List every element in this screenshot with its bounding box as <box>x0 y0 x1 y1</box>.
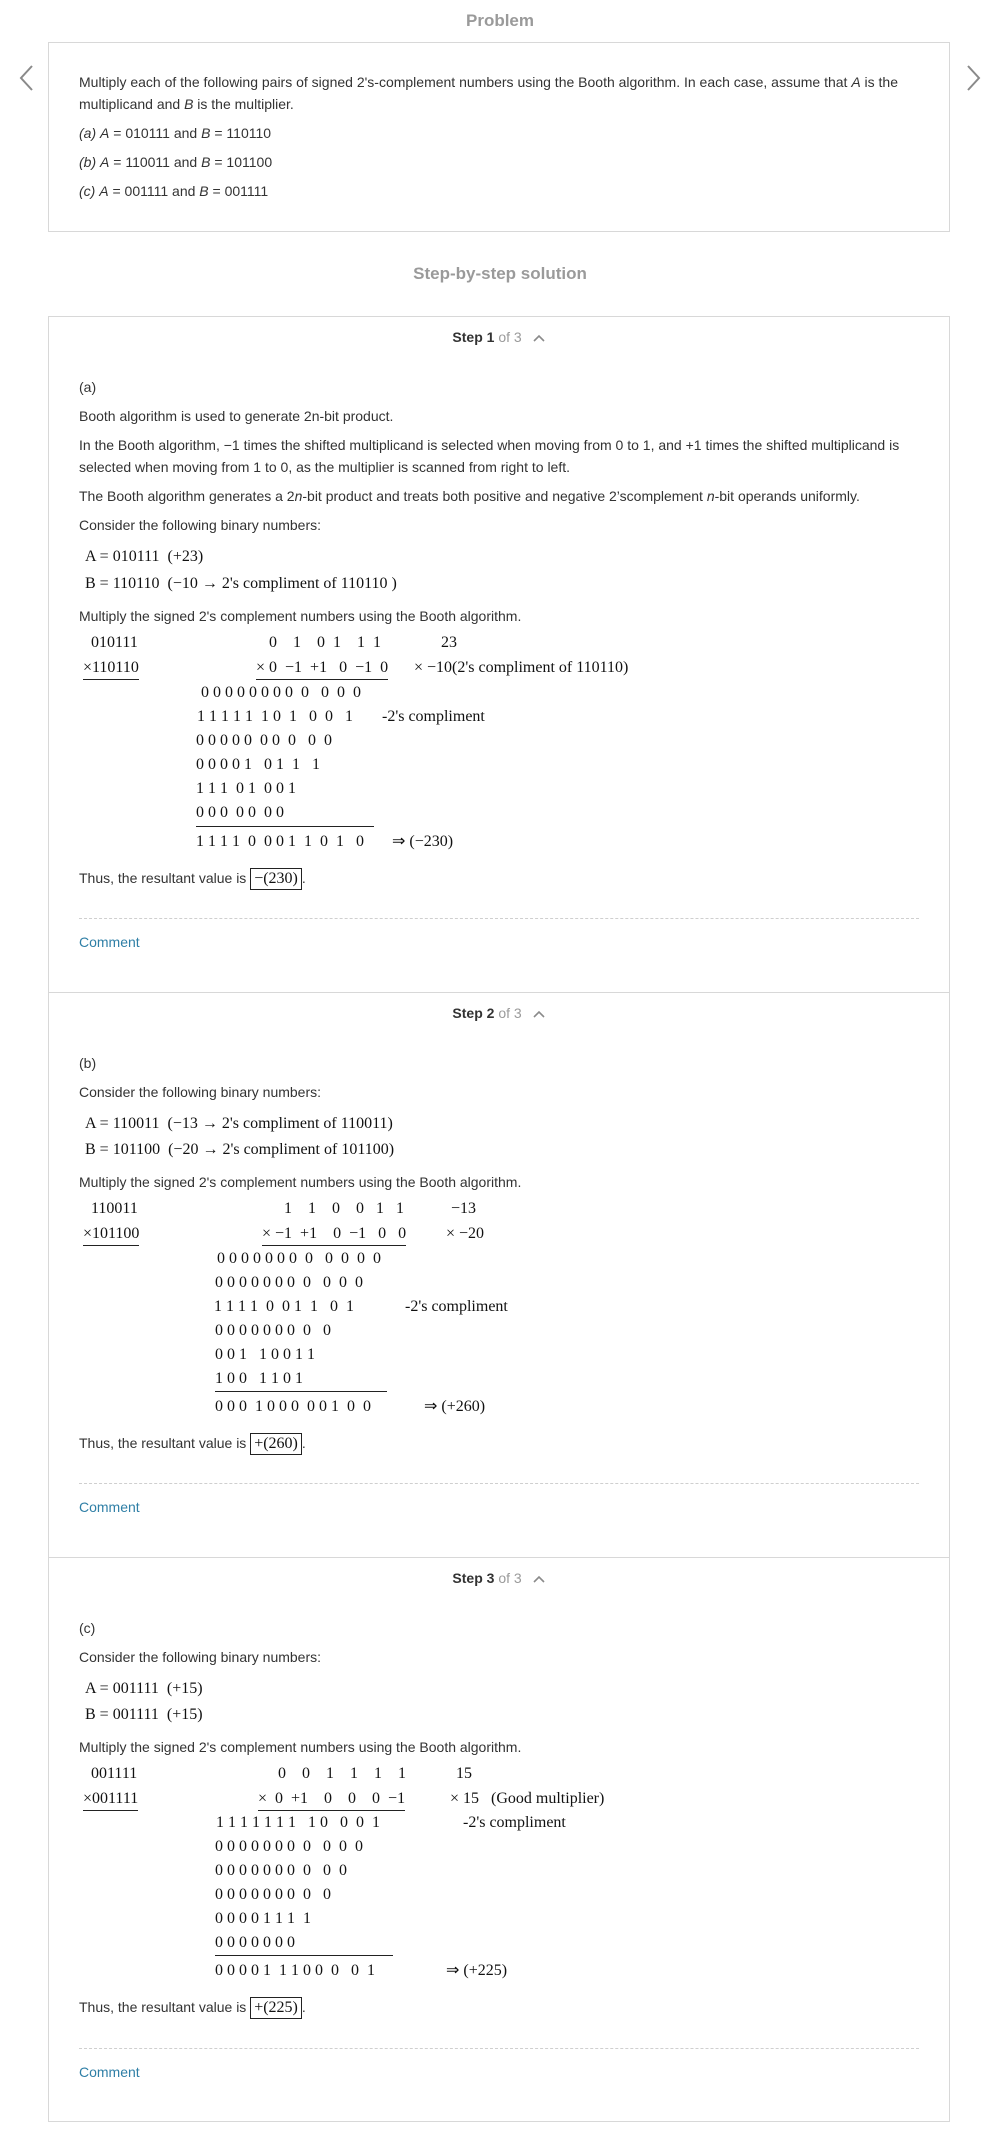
solution-card <box>48 316 950 2122</box>
problem-heading: Problem <box>465 11 535 30</box>
step-3-note: -2's compliment <box>463 1814 566 1831</box>
step-3-answer: +(225) <box>250 1997 302 2019</box>
step-2-header[interactable]: Step 2 of 3 <box>49 1005 949 1022</box>
step-3-recoded-multiplier: × 0 +1 0 0 0 −1 <box>258 1789 405 1811</box>
step-3-header[interactable]: Step 3 of 3 <box>49 1570 949 1587</box>
solution-heading: Step-by-step solution <box>413 264 587 283</box>
step-1-note: -2's compliment <box>382 708 485 725</box>
step-1-header[interactable]: Step 1 of 3 <box>49 329 949 346</box>
chevron-up-icon[interactable] <box>532 1006 546 1022</box>
step-3-result-decimal: ⇒ (+225) <box>446 1962 508 1979</box>
problem-part-a: (a) A = 010111 and B = 110110 <box>79 125 272 141</box>
chevron-up-icon[interactable] <box>532 330 546 346</box>
step-1-partial-row: 1 1 1 1 1 1 0 1 0 0 1 <box>197 708 353 725</box>
step-3-partial-row: 0 0 0 0 1 1 1 1 <box>215 1910 311 1927</box>
divider <box>79 2048 919 2049</box>
problem-statement-line1: Multiply each of the following pairs of signed 2's-complement numbers using the Booth algorithm. In each case, assume that A is the <box>79 74 899 90</box>
step-3-recoded-top: 0 0 1 1 1 1 <box>278 1765 406 1782</box>
step-3-paragraph-1: Consider the following binary numbers: <box>79 1649 322 1665</box>
step-1-partial-row: 0 0 0 0 0 0 0 <box>196 804 284 821</box>
step-3-decimal-multiplier: × 15 (Good multiplier) <box>450 1790 605 1807</box>
step-3-conclusion: Thus, the resultant value is +(225) . <box>79 1996 306 2019</box>
step-3-comment-link[interactable]: Comment <box>79 2064 140 2080</box>
step-1-result-binary: 1 1 1 1 0 0 0 1 1 0 1 0 <box>196 833 364 850</box>
step-2-note: -2's compliment <box>405 1298 508 1315</box>
step-1-recoded-multiplier: × 0 −1 +1 0 −1 0 <box>256 658 388 680</box>
step-3-partial-row: 0 0 0 0 0 0 0 <box>215 1934 295 1951</box>
step-2-result-binary: 0 0 0 1 0 0 0 0 0 1 0 0 <box>215 1398 371 1415</box>
step-2-sum-line <box>215 1391 387 1392</box>
problem-part-c: (c) A = 001111 and B = 001111 <box>79 183 269 199</box>
step-2-decimal-multiplier: × −20 <box>446 1225 485 1242</box>
divider <box>79 918 919 919</box>
step-1-equation-b: B = 110110 (−10 → 2's compliment of 110110 ) <box>85 575 397 592</box>
step-1-result-decimal: ⇒ (−230) <box>392 833 454 850</box>
step-3-partial-row: 0 0 0 0 0 0 0 0 0 <box>215 1886 331 1903</box>
divider <box>49 992 949 993</box>
step-2-partial-row: 0 0 0 0 0 0 0 0 0 0 0 0 <box>217 1250 381 1267</box>
step-1-partial-row: 0 0 0 0 0 0 0 0 0 0 0 0 <box>201 684 361 701</box>
previous-arrow-icon[interactable] <box>12 58 42 98</box>
problem-statement-line2: multiplicand and B is the multiplier. <box>79 96 294 112</box>
step-2-partial-row: 1 1 1 1 0 0 1 1 0 1 <box>214 1298 354 1315</box>
step-1-answer: −(230) <box>250 868 302 890</box>
step-1-decimal-multiplier: × −10(2's compliment of 110110) <box>414 659 629 676</box>
step-3-partial-row: 0 0 0 0 0 0 0 0 0 0 0 <box>215 1838 363 1855</box>
step-1-paragraph-4: Consider the following binary numbers: <box>79 517 322 533</box>
step-2-multiplier: ×101100 <box>83 1224 139 1246</box>
step-1-equation-a: A = 010111 (+23) <box>85 548 204 565</box>
step-3-partial-row: 0 0 0 0 0 0 0 0 0 0 <box>215 1862 347 1879</box>
problem-card <box>48 42 950 232</box>
step-3-multiplier: ×001111 <box>83 1789 138 1811</box>
step-1-conclusion: Thus, the resultant value is −(230) . <box>79 867 306 890</box>
step-2-partial-row: 0 0 0 0 0 0 0 0 0 <box>215 1322 331 1339</box>
step-1-partial-row: 0 0 0 0 0 0 0 0 0 0 <box>196 732 332 749</box>
step-3-paragraph-2: Multiply the signed 2's complement numbers using the Booth algorithm. <box>79 1739 522 1755</box>
step-3-result-binary: 0 0 0 0 1 1 1 0 0 0 0 1 <box>215 1962 375 1979</box>
step-1-sum-line <box>196 826 374 827</box>
step-1-part-label: (a) <box>79 379 97 395</box>
step-2-partial-row: 0 0 0 0 0 0 0 0 0 0 0 <box>215 1274 363 1291</box>
step-2-decimal-top: −13 <box>451 1200 477 1217</box>
step-3-sum-line <box>215 1955 393 1956</box>
step-2-recoded-top: 1 1 0 0 1 1 <box>284 1200 404 1217</box>
step-2-comment-link[interactable]: Comment <box>79 1499 140 1515</box>
step-3-partial-row: 1 1 1 1 1 1 1 1 0 0 0 1 <box>216 1814 380 1831</box>
step-3-equation-a: A = 001111 (+15) <box>85 1680 203 1697</box>
step-2-equation-a: A = 110011 (−13 → 2's compliment of 110011) <box>85 1115 393 1132</box>
step-1-paragraph-2: In the Booth algorithm, −1 times the shifted multiplicand is selected when moving from 0 to 1, and +1 times the shifted multiplicand is selected when moving from 1 to 0, as the multiplier is scanned from right to left. <box>79 437 900 475</box>
chevron-up-icon[interactable] <box>532 1571 546 1587</box>
step-2-conclusion: Thus, the resultant value is +(260) . <box>79 1432 306 1455</box>
step-1-partial-row: 1 1 1 0 1 0 0 1 <box>196 780 296 797</box>
step-1-multiplier: ×110110 <box>83 658 139 680</box>
step-2-partial-row: 1 0 0 1 1 0 1 <box>215 1370 303 1387</box>
step-1-multiplicand: 010111 <box>91 634 138 651</box>
step-3-decimal-top: 15 <box>456 1765 472 1782</box>
step-1-partial-row: 0 0 0 0 1 0 1 1 1 <box>196 756 320 773</box>
step-1-decimal-top: 23 <box>441 634 457 651</box>
step-2-equation-b: B = 101100 (−20 → 2's compliment of 101100) <box>85 1141 395 1158</box>
step-2-paragraph-2: Multiply the signed 2's complement numbers using the Booth algorithm. <box>79 1174 522 1190</box>
problem-part-b: (b) A = 110011 and B = 101100 <box>79 154 273 170</box>
step-1-paragraph-1: Booth algorithm is used to generate 2n-bit product. <box>79 408 394 424</box>
step-2-result-decimal: ⇒ (+260) <box>424 1398 486 1415</box>
step-1-paragraph-3: The Booth algorithm generates a 2n-bit product and treats both positive and negative 2’scomplement n-bit operands uniformly. <box>79 488 860 504</box>
step-1-paragraph-5: Multiply the signed 2's complement numbers using the Booth algorithm. <box>79 608 522 624</box>
step-3-multiplicand: 001111 <box>91 1765 138 1782</box>
step-2-part-label: (b) <box>79 1055 97 1071</box>
step-3-equation-b: B = 001111 (+15) <box>85 1706 203 1723</box>
next-arrow-icon[interactable] <box>958 58 988 98</box>
step-3-part-label: (c) <box>79 1620 96 1636</box>
divider <box>49 1557 949 1558</box>
step-2-partial-row: 0 0 1 1 0 0 1 1 <box>215 1346 315 1363</box>
divider <box>79 1483 919 1484</box>
step-2-recoded-multiplier: × −1 +1 0 −1 0 0 <box>262 1224 406 1246</box>
step-1-recoded-top: 0 1 0 1 1 1 <box>269 634 381 651</box>
step-2-answer: +(260) <box>250 1433 302 1455</box>
step-2-paragraph-1: Consider the following binary numbers: <box>79 1084 322 1100</box>
step-1-comment-link[interactable]: Comment <box>79 934 140 950</box>
step-2-multiplicand: 110011 <box>91 1200 138 1217</box>
